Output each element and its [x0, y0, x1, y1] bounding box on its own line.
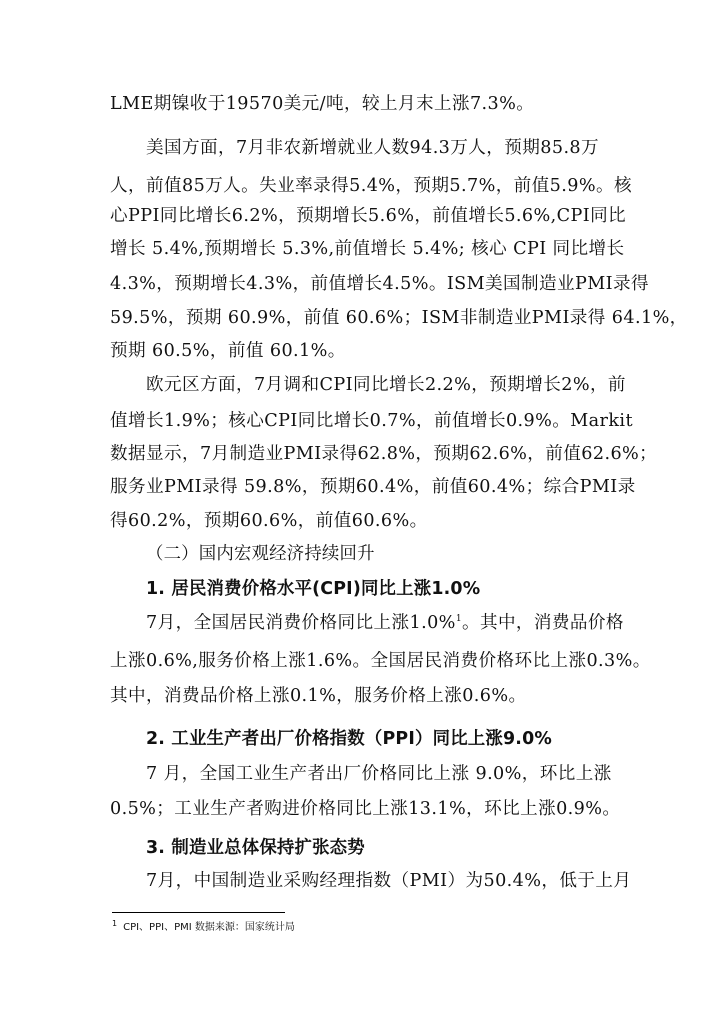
ppi-heading: 2. 工业生产者出厂价格指数（PPI）同比上涨9.0%	[146, 729, 552, 749]
pmi-line-1: 7月，中国制造业采购经理指数（PMI）为50.4%，低于上月	[146, 871, 632, 891]
ppi-line-2: 0.5%；工业生产者购进价格同比上涨13.1%，环比上涨0.9%。	[110, 799, 621, 819]
us-line-7: 预期 60.5%，前值 60.1%。	[110, 341, 346, 361]
cpi-line-1	[146, 612, 624, 634]
us-line-2: 人，前值85万人。失业率录得5.4%，预期5.7%，前值5.9%。核	[110, 176, 632, 196]
us-line-1: 美国方面，7月非农新增就业人数94.3万人，预期85.8万	[146, 138, 600, 158]
eu-line-1: 欧元区方面，7月调和CPI同比增长2.2%，预期增长2%，前	[146, 375, 626, 395]
section-2-title: （二）国内宏观经济持续回升	[146, 544, 375, 564]
footnote-divider	[112, 912, 285, 913]
eu-line-3: 数据显示，7月制造业PMI录得62.8%，预期62.6%，前值62.6%；	[110, 444, 658, 464]
eu-line-2: 值增长1.9%；核心CPI同比增长0.7%，前值增长0.9%。Markit	[110, 411, 633, 431]
eu-line-5: 得60.2%，预期60.6%，前值60.6%。	[110, 511, 428, 531]
cpi-heading: 1. 居民消费价格水平(CPI)同比上涨1.0%	[146, 579, 481, 599]
pmi-heading: 3. 制造业总体保持扩张态势	[146, 838, 365, 858]
us-line-6: 59.5%，预期 60.9%，前值 60.6%；ISM非制造业PMI录得 64.1%，	[110, 308, 688, 328]
footnote-text: CPI、PPI、PMI 数据来源：国家统计局	[123, 922, 295, 933]
footnote-reference[interactable]: 1	[455, 614, 462, 625]
cpi-line-3: 其中，消费品价格上涨0.1%，服务价格上涨0.6%。	[110, 686, 527, 706]
eu-line-4: 服务业PMI录得 59.8%，预期60.4%，前值60.4%；综合PMI录	[110, 477, 636, 497]
cpi-line-1-text: 7月，全国居民消费价格同比上涨1.0%	[146, 613, 456, 633]
us-line-5: 4.3%，预期增长4.3%，前值增长4.5%。ISM美国制造业PMI录得	[110, 274, 650, 294]
cpi-line-2: 上涨0.6%,服务价格上涨1.6%。全国居民消费价格环比上涨0.3%。	[110, 651, 651, 671]
us-line-4: 增长 5.4%,预期增长 5.3%,前值增长 5.4%; 核心 CPI 同比增长	[110, 239, 625, 259]
lme-line-1: LME期镍收于19570美元/吨，较上月末上涨7.3%。	[110, 94, 535, 114]
footnote-number: 1	[112, 918, 118, 928]
footnote	[112, 918, 295, 935]
us-line-3: 心PPI同比增长6.2%，预期增长5.6%，前值增长5.6%,CPI同比	[110, 206, 627, 226]
ppi-line-1: 7 月，全国工业生产者出厂价格同比上涨 9.0%，环比上涨	[146, 764, 612, 784]
cpi-line-1-rest: 。其中，消费品价格	[461, 613, 624, 633]
